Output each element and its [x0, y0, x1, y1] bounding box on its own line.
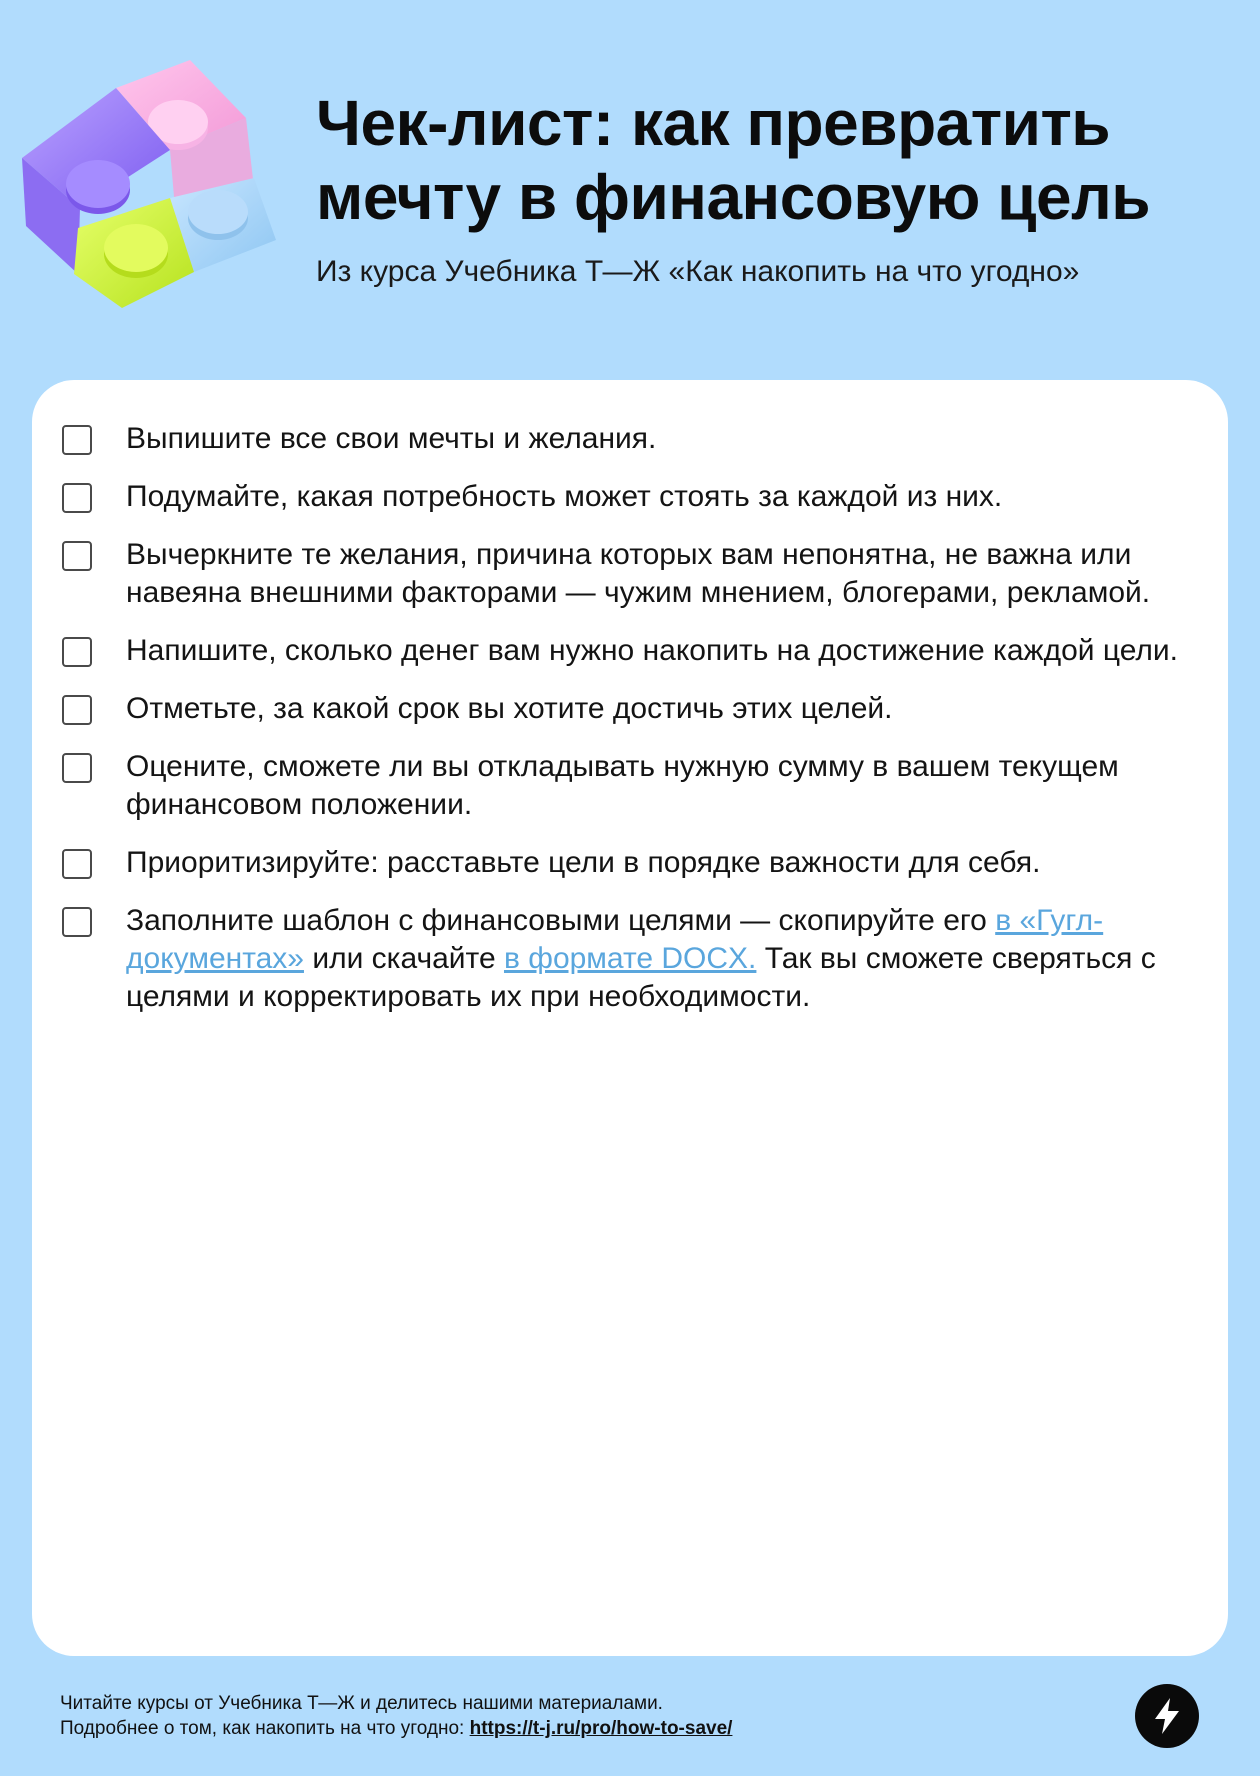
- page-header: [316, 86, 1236, 292]
- google-docs-link[interactable]: в «Гугл-документах»: [126, 904, 1104, 975]
- checklist-item-text: Напишите, сколько денег вам нужно накопить на достижение каждой цели.: [126, 634, 1178, 667]
- colored-blocks-icon: [18, 58, 280, 310]
- checklist-item: [62, 748, 1188, 824]
- checkbox[interactable]: [62, 849, 92, 879]
- checklist-item: [62, 690, 1188, 728]
- item-text-end: Так вы сможете сверяться с целями и корректировать их при необходимости.: [126, 942, 1156, 1013]
- footer-line-2-prefix: Подробнее о том, как накопить на что угодно:: [60, 1718, 465, 1739]
- title-line-2: мечту в финансовую цель: [316, 161, 1151, 233]
- checklist-item-text: Оцените, сможете ли вы откладывать нужную сумму в вашем текущем финансовом положении.: [126, 750, 1119, 821]
- checklist-item: [62, 536, 1188, 612]
- course-url-link[interactable]: https://t-j.ru/pro/how-to-save/: [469, 1718, 733, 1739]
- checklist-item-text: Подумайте, какая потребность может стоять за каждой из них.: [126, 480, 1003, 513]
- checklist-item-text: Вычеркните те желания, причина которых вам непонятна, не важна или навеяна внешними факторами — чужим мнением, блогерами, рекламой.: [126, 538, 1151, 609]
- brand-badge: [1135, 1684, 1199, 1748]
- title-line-1: Чек-лист: как превратить: [316, 87, 1111, 159]
- checklist: [32, 380, 1228, 1016]
- checkbox[interactable]: [62, 637, 92, 667]
- footer-line-1: Читайте курсы от Учебника Т—Ж и делитесь нашими материалами.: [60, 1693, 663, 1714]
- checkbox[interactable]: [62, 541, 92, 571]
- checklist-card: [32, 380, 1228, 1656]
- item-text-start: Заполните шаблон с финансовыми целями — скопируйте его: [126, 904, 987, 937]
- checkbox[interactable]: [62, 695, 92, 725]
- checklist-item: [62, 632, 1188, 670]
- page-title: [316, 86, 1236, 234]
- item-text-middle: или скачайте: [312, 942, 496, 975]
- checklist-item: [62, 420, 1188, 458]
- docx-download-link[interactable]: в формате DOCX.: [503, 942, 757, 975]
- checklist-item-text: Отметьте, за какой срок вы хотите достичь этих целей.: [126, 692, 893, 725]
- checklist-item-text: Выпишите все свои мечты и желания.: [126, 422, 657, 455]
- checklist-item: [62, 844, 1188, 882]
- page-subtitle: Из курса Учебника Т—Ж «Как накопить на что угодно»: [316, 255, 1080, 288]
- checklist-item-template: [62, 902, 1188, 1016]
- footer: [60, 1691, 732, 1741]
- checklist-item-text: Приоритизируйте: расставьте цели в порядке важности для себя.: [126, 846, 1041, 879]
- checklist-item: [62, 478, 1188, 516]
- footer-line-2: [60, 1716, 732, 1741]
- checkbox[interactable]: [62, 753, 92, 783]
- checkbox[interactable]: [62, 907, 92, 937]
- lightning-icon: [1152, 1697, 1182, 1735]
- checkbox[interactable]: [62, 425, 92, 455]
- checkbox[interactable]: [62, 483, 92, 513]
- checklist-item-text: [126, 902, 1186, 1016]
